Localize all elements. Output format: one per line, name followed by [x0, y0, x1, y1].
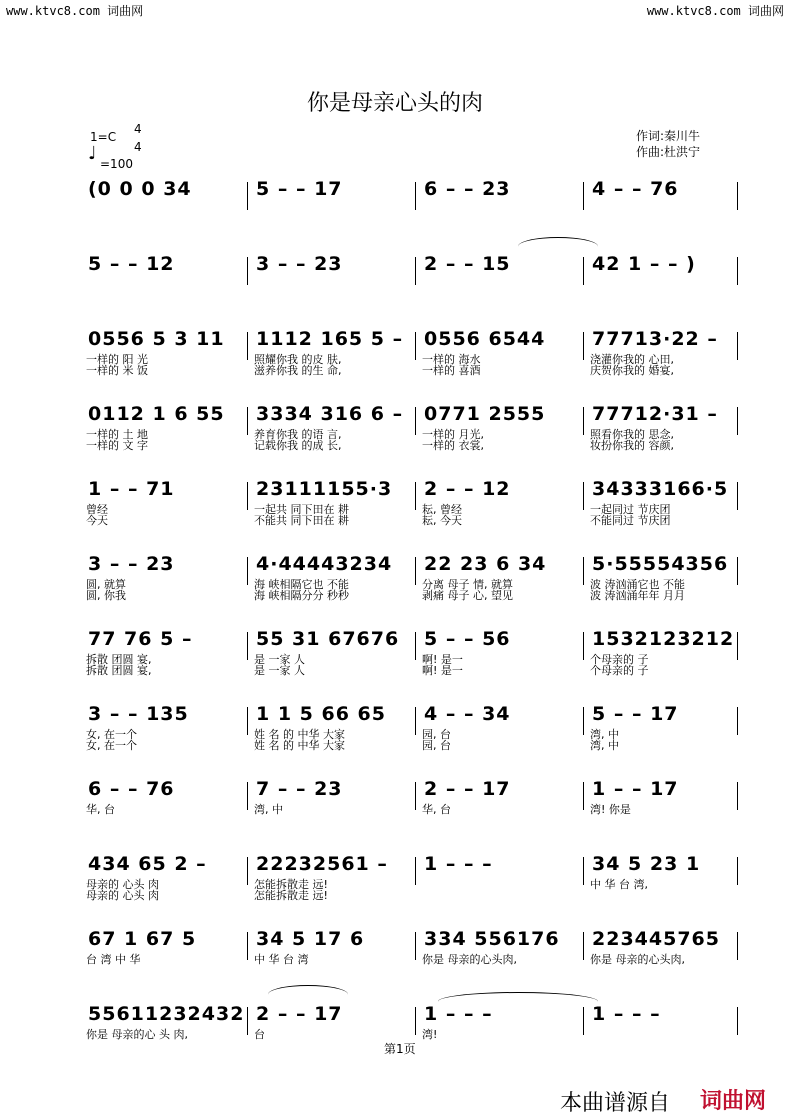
barline: [247, 257, 248, 285]
lyric-verse-1: 浇灌你我的 心田,: [590, 353, 674, 366]
measure-notes: 67 1 67 5: [88, 928, 197, 950]
barline: [737, 182, 738, 210]
score-row: [84, 628, 740, 680]
measure-notes: 1 – – 17: [592, 778, 679, 800]
measure-notes: 77712·31 –: [592, 403, 718, 425]
barline: [737, 782, 738, 810]
measure-notes: 42 1 – – ): [592, 253, 696, 275]
barline: [247, 482, 248, 510]
score-row: [84, 853, 740, 905]
quarter-note-icon: ♩: [88, 143, 97, 164]
barline: [583, 857, 584, 885]
lyric-verse-2: 姓 名 的 中华 大家: [254, 739, 345, 752]
measure-notes: 1 – – –: [424, 1003, 493, 1025]
lyric-verse-2: 一样的 喜酒: [422, 364, 481, 377]
lyric-verse-1: 母亲的 心头 肉: [86, 878, 159, 891]
lyric-verse-2: 今天: [86, 514, 108, 527]
barline: [247, 857, 248, 885]
barline: [415, 782, 416, 810]
lyric-verse-1: 华, 台: [86, 803, 115, 816]
lyric-verse-1: 你是 母亲的心 头 肉,: [86, 1028, 188, 1041]
lyric-verse-1: 湾, 中: [590, 728, 619, 741]
measure-notes: 4·44443234: [256, 553, 393, 575]
measure-notes: 0112 1 6 55: [88, 403, 225, 425]
score-row: [84, 178, 740, 230]
lyric-verse-2: 不能同过 节庆团: [590, 514, 671, 527]
tempo-marking: =100: [100, 157, 133, 171]
measure-notes: 22 23 6 34: [424, 553, 547, 575]
barline: [737, 932, 738, 960]
lyric-verse-2: 剥痛 母子 心, 望见: [422, 589, 513, 602]
lyric-verse-1: 湾!: [422, 1028, 438, 1041]
lyric-verse-2: 庆贺你我的 婚宴,: [590, 364, 674, 377]
score-row: [84, 328, 740, 380]
measure-notes: 5·55554356: [592, 553, 729, 575]
measure-notes: 7 – – 23: [256, 778, 343, 800]
barline: [247, 932, 248, 960]
lyric-verse-2: 怎能拆散走 远!: [254, 889, 328, 902]
measure-notes: 34333166·5: [592, 478, 729, 500]
barline: [583, 932, 584, 960]
barline: [737, 1007, 738, 1035]
measure-notes: 2 – – 12: [424, 478, 511, 500]
measure-notes: 5 – – 56: [424, 628, 511, 650]
score-row: [84, 403, 740, 455]
credits: [636, 128, 700, 160]
lyric-verse-2: 不能共 同下田在 耕: [254, 514, 349, 527]
lyric-verse-1: 曾经: [86, 503, 108, 516]
measure-notes: 3334 316 6 –: [256, 403, 404, 425]
barline: [415, 707, 416, 735]
barline: [583, 707, 584, 735]
measure-notes: 2 – – 15: [424, 253, 511, 275]
measure-notes: 3 – – 23: [256, 253, 343, 275]
lyric-verse-2: 是 一家 人: [254, 664, 305, 677]
lyric-verse-2: 拆散 团圆 宴,: [86, 664, 152, 677]
lyric-verse-1: 怎能拆散走 远!: [254, 878, 328, 891]
lyric-verse-1: 圆, 就算: [86, 578, 126, 591]
lyric-verse-2: 一样的 文 字: [86, 439, 148, 452]
key-signature: 1=C: [90, 130, 117, 144]
barline: [583, 482, 584, 510]
lyric-verse-2: 记载你我 的成 长,: [254, 439, 342, 452]
lyric-verse-2: 园, 台: [422, 739, 451, 752]
slur-arc: [268, 985, 348, 1004]
barline: [737, 707, 738, 735]
measure-notes: 55611232432: [88, 1003, 245, 1025]
barline: [583, 182, 584, 210]
lyric-verse-2: 一样的 米 饭: [86, 364, 148, 377]
lyric-verse-1: 湾, 中: [254, 803, 283, 816]
measure-notes: 5 – – 17: [592, 703, 679, 725]
lyric-verse-1: 啊! 是一: [422, 653, 463, 666]
barline: [583, 1007, 584, 1035]
lyric-verse-2: 滋养你我 的生 命,: [254, 364, 342, 377]
measure-notes: 1112 165 5 –: [256, 328, 404, 350]
lyric-verse-2: 圆, 你我: [86, 589, 126, 602]
lyric-verse-1: 女, 在一个: [86, 728, 137, 741]
measure-notes: 3 – – 23: [88, 553, 175, 575]
measure-notes: 55 31 67676: [256, 628, 400, 650]
barline: [583, 257, 584, 285]
barline: [415, 932, 416, 960]
barline: [247, 632, 248, 660]
barline: [415, 332, 416, 360]
measure-notes: 223445765: [592, 928, 720, 950]
lyric-verse-1: 一样的 土 地: [86, 428, 148, 441]
score-title: 你是母亲心头的肉: [306, 91, 483, 116]
barline: [583, 557, 584, 585]
score-row: [84, 928, 740, 980]
lyric-verse-2: 一样的 衣裳,: [422, 439, 484, 452]
time-sig-den: 4: [134, 140, 142, 154]
lyric-verse-2: 妆扮你我的 容颜,: [590, 439, 674, 452]
lyric-verse-2: 啊! 是一: [422, 664, 463, 677]
barline: [583, 782, 584, 810]
measure-notes: 334 556176: [424, 928, 560, 950]
measure-notes: 1 – – –: [592, 1003, 661, 1025]
lyric-verse-1: 湾! 你是: [590, 803, 631, 816]
lyric-verse-1: 照看你我的 思念,: [590, 428, 674, 441]
measure-notes: 34 5 23 1: [592, 853, 701, 875]
measure-notes: 0556 5 3 11: [88, 328, 225, 350]
lyric-verse-1: 拆散 团圆 宴,: [86, 653, 152, 666]
lyric-verse-1: 中 华 台 湾: [254, 953, 309, 966]
lyric-verse-1: 一样的 海水: [422, 353, 481, 366]
page-number: 第1页: [384, 1042, 416, 1056]
score-row: [84, 703, 740, 755]
measure-notes: 23111155·3: [256, 478, 393, 500]
measure-notes: 5 – – 12: [88, 253, 175, 275]
barline: [415, 557, 416, 585]
score-row: [84, 778, 740, 830]
measure-notes: 6 – – 76: [88, 778, 175, 800]
score-row: [84, 553, 740, 605]
barline: [247, 707, 248, 735]
measure-notes: 1 – – 71: [88, 478, 175, 500]
measure-notes: 77 76 5 –: [88, 628, 193, 650]
measure-notes: 6 – – 23: [424, 178, 511, 200]
barline: [247, 782, 248, 810]
barline: [247, 332, 248, 360]
barline: [415, 632, 416, 660]
measure-notes: 0771 2555: [424, 403, 546, 425]
source-label: 本曲谱源自: [560, 1091, 671, 1116]
measure-notes: 5 – – 17: [256, 178, 343, 200]
measure-notes: 2 – – 17: [424, 778, 511, 800]
barline: [737, 632, 738, 660]
measure-notes: 4 – – 34: [424, 703, 511, 725]
score-row: [84, 478, 740, 530]
barline: [583, 332, 584, 360]
lyric-verse-2: 个母亲的 子: [590, 664, 649, 677]
composer: 作曲:杜洪宁: [636, 145, 701, 159]
lyric-verse-1: 姓 名 的 中华 大家: [254, 728, 345, 741]
measure-notes: 2 – – 17: [256, 1003, 343, 1025]
barline: [247, 557, 248, 585]
lyric-verse-2: 湾, 中: [590, 739, 619, 752]
barline: [737, 257, 738, 285]
watermark-right: www.ktvc8.com 词曲网: [646, 4, 784, 18]
lyric-verse-1: 一起同过 节庆团: [590, 503, 671, 516]
barline: [415, 1007, 416, 1035]
barline: [583, 407, 584, 435]
barline: [737, 557, 738, 585]
measure-notes: 22232561 –: [256, 853, 388, 875]
lyric-verse-1: 分离 母子 情, 就算: [422, 578, 513, 591]
lyric-verse-1: 海 峡相隔它也 不能: [254, 578, 349, 591]
lyric-verse-1: 台 湾 中 华: [86, 953, 141, 966]
lyric-verse-1: 台: [254, 1028, 265, 1041]
barline: [415, 407, 416, 435]
lyric-verse-2: 母亲的 心头 肉: [86, 889, 159, 902]
lyric-verse-1: 中 华 台 湾,: [590, 878, 648, 891]
barline: [415, 257, 416, 285]
barline: [415, 482, 416, 510]
score-row: [84, 253, 740, 305]
lyric-verse-1: 华, 台: [422, 803, 451, 816]
lyric-verse-1: 是 一家 人: [254, 653, 305, 666]
lyric-verse-1: 园, 台: [422, 728, 451, 741]
barline: [737, 407, 738, 435]
lyric-verse-1: 你是 母亲的心头肉,: [422, 953, 517, 966]
barline: [415, 182, 416, 210]
measure-notes: 4 – – 76: [592, 178, 679, 200]
barline: [247, 1007, 248, 1035]
lyric-verse-2: 耘, 今天: [422, 514, 462, 527]
barline: [737, 857, 738, 885]
barline: [247, 182, 248, 210]
lyric-verse-1: 耘, 曾经: [422, 503, 462, 516]
lyric-verse-1: 一样的 阳 光: [86, 353, 148, 366]
slur-arc: [438, 992, 598, 1011]
measure-notes: 34 5 17 6: [256, 928, 365, 950]
measure-notes: (0 0 0 34: [88, 178, 192, 200]
lyric-verse-2: 女, 在一个: [86, 739, 137, 752]
measure-notes: 77713·22 –: [592, 328, 718, 350]
lyric-verse-1: 一起共 同下田在 耕: [254, 503, 349, 516]
barline: [737, 482, 738, 510]
measure-notes: 1 – – –: [424, 853, 493, 875]
measure-notes: 1 1 5 66 65: [256, 703, 387, 725]
watermark-left: www.ktvc8.com 词曲网: [6, 4, 144, 18]
lyric-verse-1: 养育你我 的语 言,: [254, 428, 342, 441]
barline: [247, 407, 248, 435]
barline: [583, 632, 584, 660]
time-sig-num: 4: [134, 122, 142, 136]
lyric-verse-1: 一样的 月光,: [422, 428, 484, 441]
lyric-verse-1: 照耀你我 的皮 肤,: [254, 353, 342, 366]
barline: [737, 332, 738, 360]
lyric-verse-1: 波 涛汹涌它也 不能: [590, 578, 685, 591]
source-site-logo: 词曲网: [700, 1089, 767, 1114]
measure-notes: 0556 6544: [424, 328, 546, 350]
barline: [415, 857, 416, 885]
measure-notes: 434 65 2 –: [88, 853, 207, 875]
lyric-verse-2: 波 涛汹涌年年 月月: [590, 589, 685, 602]
slur-arc: [518, 237, 598, 256]
measure-notes: 1532123212: [592, 628, 735, 650]
measure-notes: 3 – – 135: [88, 703, 189, 725]
lyricist: 作词:秦川牛: [636, 129, 701, 143]
lyric-verse-1: 个母亲的 子: [590, 653, 649, 666]
lyric-verse-1: 你是 母亲的心头肉,: [590, 953, 685, 966]
lyric-verse-2: 海 峡相隔分分 秒秒: [254, 589, 349, 602]
